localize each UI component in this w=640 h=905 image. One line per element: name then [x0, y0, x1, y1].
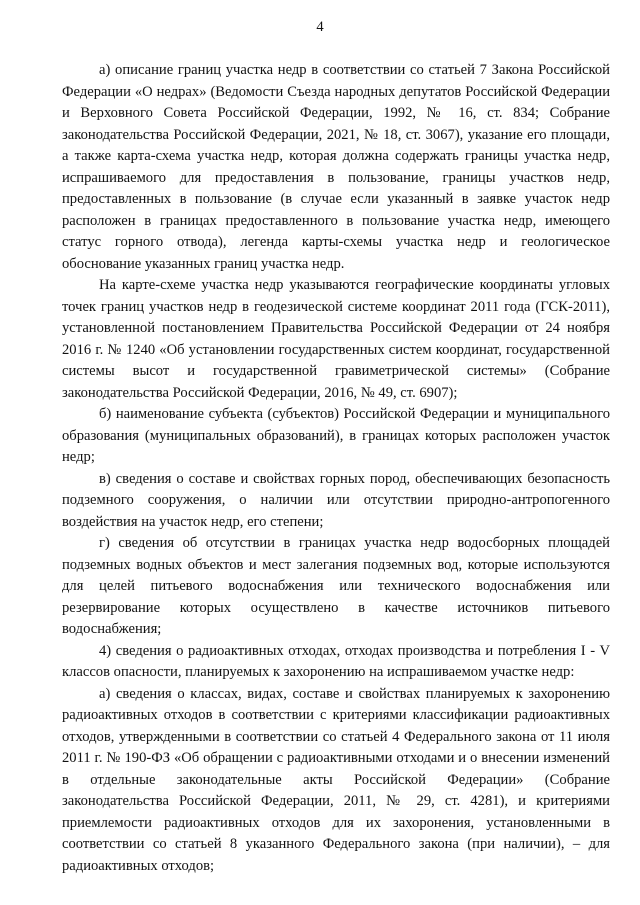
document-body: [62, 60, 610, 877]
paragraph-a-radioactive-waste: а) сведения о классах, видах, составе и свойствах планируемых к захоронению радиоактивных отходов в соответствии с критериями классификации радиоактивных отходов, утвержденными в соответствии со статьей 4 Федерального закона от 11 июля 2011 г. № 190-ФЗ «Об обращении с радиоактивными отходами и о внесении изменений в отдельные законодательные акты Российской Федерации» (Собрание законодательства Российской Федерации, 2011, № 29, ст. 4281), и критериями приемлемости радиоактивных отходов для их захоронения, установленными в соответствии со статьей 8 указанного Федерального закона (при наличии), – для радиоактивных отходов;: [62, 685, 610, 874]
paragraph-v-rock-properties: в) сведения о составе и свойствах горных пород, обеспечивающих безопасность подземного сооружения, о наличии или отсутствии природно-антропогенного воздействия на участок недр, его степени;: [62, 470, 610, 530]
paragraph-a-boundaries: а) описание границ участка недр в соответствии со статьей 7 Закона Российской Федерации «О недрах» (Ведомости Съезда народных депутатов Российской Федерации и Верховного Совета Российской Федерации, 1992, № 16, ст. 834; Собрание законодательства Российской Федерации, 2021, № 18, ст. 3067), указание его площади, а также карта-схема участка недр, которая должна содержать границы участка недр, испрашиваемого для предоставления в пользование, границы участков недр, предоставленных в пользование (в случае если указанный в заявке участок недр расположен в границах предоставленного в пользование участка недр, имеющего статус горного отвода), легенда карты-схемы участка недр и геологическое обоснование указанных границ участка недр.: [62, 62, 610, 272]
paragraph-b-region-name: б) наименование субъекта (субъектов) Российской Федерации и муниципального образования (муниципальных образований), в границах которых расположен участок недр;: [62, 406, 610, 465]
page-number: 4: [316, 19, 324, 35]
paragraph-4-waste-info: 4) сведения о радиоактивных отходах, отходах производства и потребления I - V классов опасности, планируемых к захоронению на испрашиваемом участке недр:: [62, 642, 610, 680]
paragraph-map-coordinates: На карте-схеме участка недр указываются географические координаты угловых точек границ участков недр в геодезической системе координат 2011 года (ГСК-2011), установленной постановлением Правительства Российской Федерации от 24 ноября 2016 г. № 1240 «Об установлении государственных систем координат, государственной системы высот и государственной гравиметрической системы» (Собрание законодательства Российской Федерации, 2016, № 49, ст. 6907);: [62, 277, 610, 401]
paragraph-g-water-sources: г) сведения об отсутствии в границах участка недр водосборных площадей подземных водных объектов и мест залегания подземных вод, которые используются для целей питьевого водоснабжения или технического водоснабжения или резервирование которых осуществлено в качестве источников питьевого водоснабжения;: [62, 535, 610, 637]
